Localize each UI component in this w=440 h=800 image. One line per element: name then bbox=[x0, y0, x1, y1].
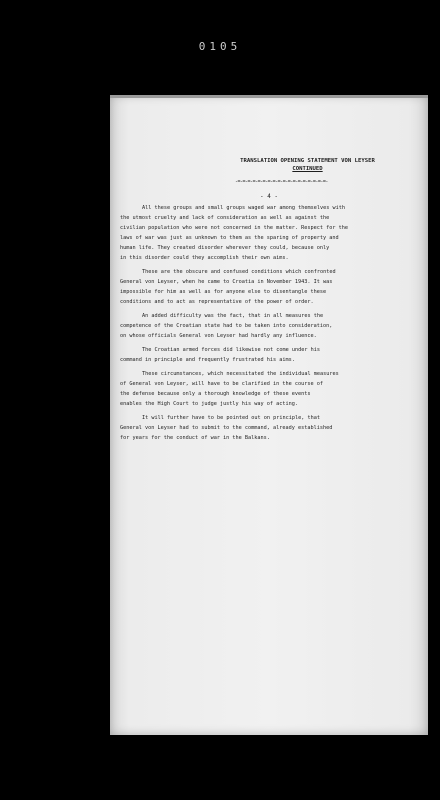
paragraph-4: The Croatian armed forces did likewise not come under his command in principle and frequently frustrated his aims. bbox=[120, 347, 321, 363]
document-body bbox=[120, 203, 420, 447]
paragraph-1: All these groups and small groups waged war among themselves with the utmost cruelty and lack of consideration as well as against the civilian population who were not concerned in the matter. Respect for the laws of war was just as unknown to them as the sparing of property and human life. They created disorder wherever they could, because only in this disorder could they accomplish their own aims. bbox=[120, 205, 348, 261]
document-page bbox=[110, 95, 428, 735]
microfilm-frame-number: 0105 bbox=[198, 40, 242, 53]
paragraph-2: These are the obscure and confused conditions which confronted General von Leyser, when he came to Croatia in November 1943. It was impossible for him as well as for anyone else to disentangle these conditions and to act as representative of the power of order. bbox=[120, 269, 336, 305]
title-line-2: CONTINUED bbox=[292, 165, 323, 172]
page-number: - 4 - bbox=[259, 193, 279, 200]
paragraph-6: It will further have to be pointed out on principle, that General von Leyser had to submit to the command, already established for years for the conduct of war in the Balkans. bbox=[120, 415, 333, 441]
title-line-1: TRANSLATION OPENING STATEMENT VON LEYSER bbox=[240, 158, 375, 164]
document-title bbox=[205, 158, 410, 173]
page-top-edge bbox=[110, 95, 428, 98]
paragraph-5: These circumstances, which necessitated the individual measures of General von Leyser, will have to be clarified in the course of the defense because only a thorough knowledge of these events enables the High Court to judge justly his way of acting. bbox=[120, 371, 339, 407]
title-underline-rule: -=-=-=-=-=-=-=-=-=-=-=-=-=-=-=-=-=-=- bbox=[235, 179, 328, 185]
paragraph-3: An added difficulty was the fact, that in all measures the competence of the Croatian state had to be taken into consideration, on whose officials General von Leyser had hardly any influence. bbox=[120, 313, 333, 339]
